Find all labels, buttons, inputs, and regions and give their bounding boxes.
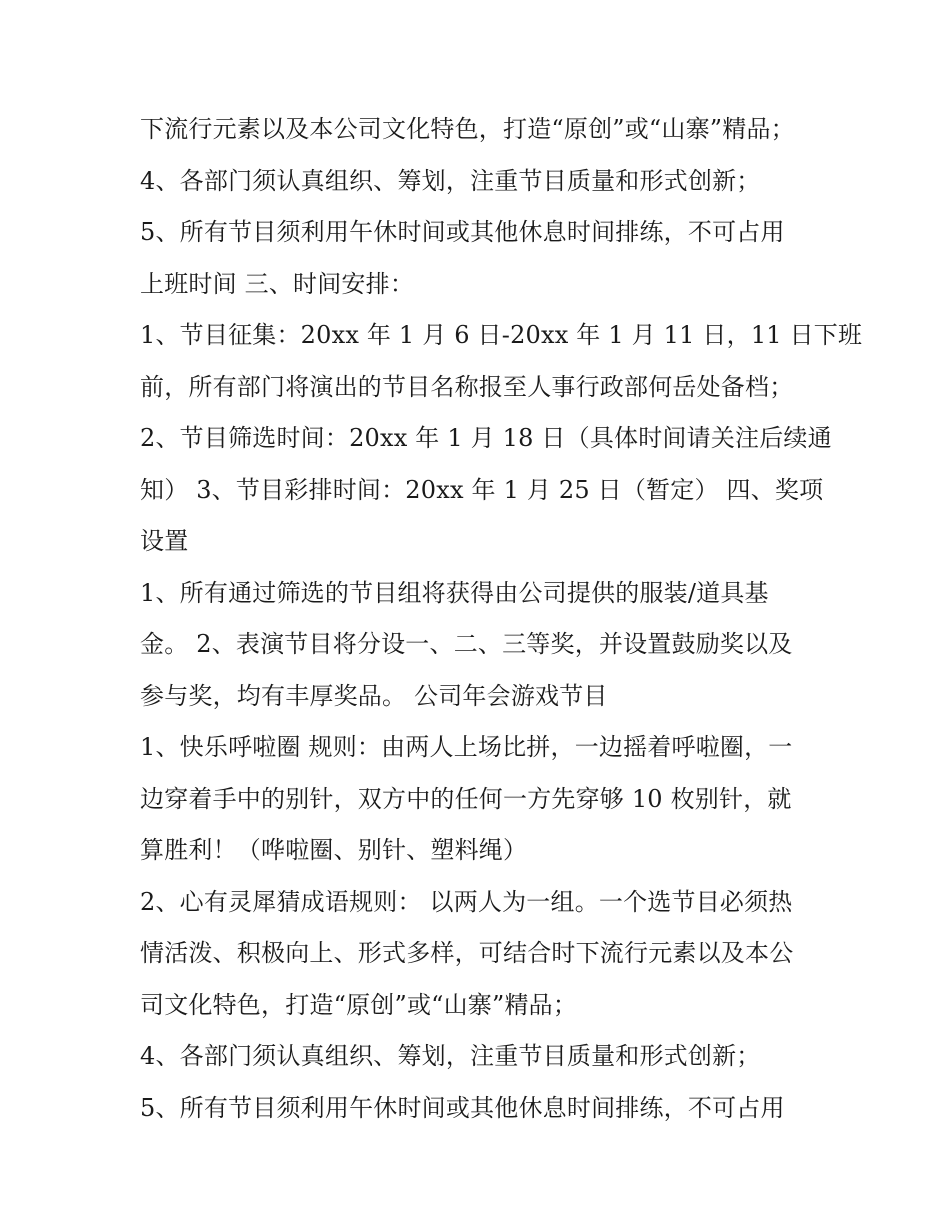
text-line: 2、节目筛选时间：20xx 年 1 月 18 日（具体时间请关注后续通 bbox=[140, 424, 832, 452]
text-line: 4、各部门须认真组织、筹划，注重节目质量和形式创新； bbox=[140, 1042, 761, 1070]
text-line: 1、所有通过筛选的节目组将获得由公司提供的服装/道具基 bbox=[140, 578, 769, 607]
text-line: 知） 3、节目彩排时间：20xx 年 1 月 25 日（暂定） 四、奖项 bbox=[140, 475, 824, 504]
text-line: 参与奖，均有丰厚奖品。 公司年会游戏节目 bbox=[140, 681, 608, 710]
text-line: 金。 2、表演节目将分设一、二、三等奖，并设置鼓励奖以及 bbox=[140, 630, 793, 658]
text-line: 4、各部门须认真组织、筹划，注重节目质量和形式创新； bbox=[140, 166, 761, 195]
text-line: 设置 bbox=[140, 527, 189, 555]
text-line: 下流行元素以及本公司文化特色，打造“原创”或“山寨”精品； bbox=[140, 115, 795, 143]
text-line: 2、心有灵犀猜成语规则： 以两人为一组。一个选节目必须热 bbox=[140, 887, 793, 916]
text-line: 算胜利！（哗啦圈、别针、塑料绳） bbox=[140, 836, 528, 864]
text-line: 前，所有部门将演出的节目名称报至人事行政部何岳处备档； bbox=[140, 372, 794, 401]
text-line: 上班时间 三、时间安排： bbox=[140, 269, 415, 298]
text-line: 5、所有节目须利用午休时间或其他休息时间排练，不可占用 bbox=[140, 1093, 785, 1122]
text-line: 边穿着手中的别针，双方中的任何一方先穿够 10 枚别针，就 bbox=[140, 784, 792, 813]
document-body bbox=[140, 104, 863, 1134]
text-line: 情活泼、积极向上、形式多样，可结合时下流行元素以及本公 bbox=[140, 939, 794, 967]
text-line: 1、快乐呼啦圈 规则：由两人上场比拼，一边摇着呼啦圈，一 bbox=[140, 733, 793, 761]
text-line: 5、所有节目须利用午休时间或其他休息时间排练，不可占用 bbox=[140, 218, 785, 246]
text-line: 1、节目征集：20xx 年 1 月 6 日-20xx 年 1 月 11 日，11 日下班 bbox=[140, 321, 863, 349]
text-line: 司文化特色，打造“原创”或“山寨”精品； bbox=[140, 990, 578, 1019]
